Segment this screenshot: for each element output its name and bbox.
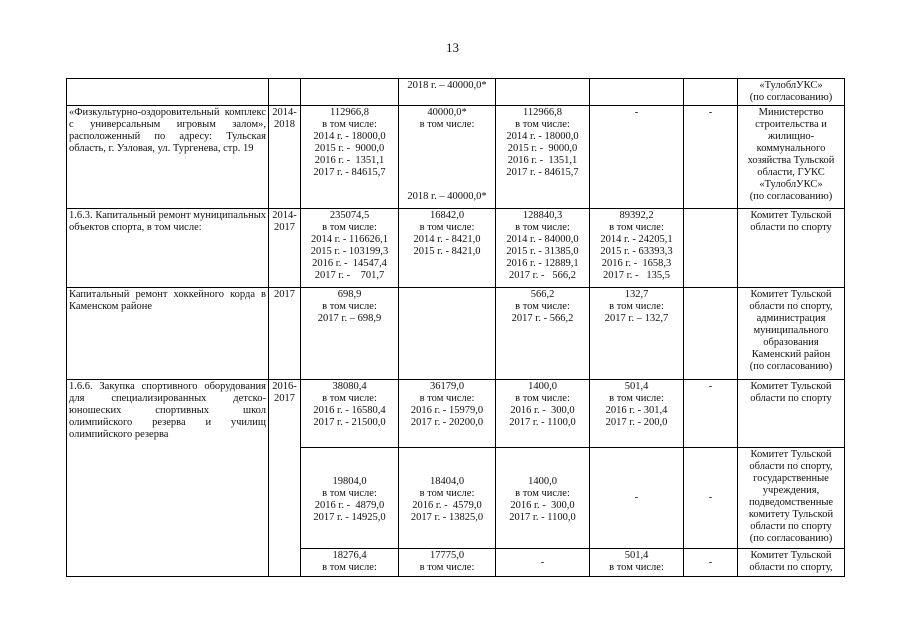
extra-cell: - [684, 380, 738, 448]
years-cell: 2016-2017 [269, 380, 301, 577]
years-cell: 2014-2017 [269, 209, 301, 288]
years-cell [269, 79, 301, 106]
mun-cell: 501,4 в том числе: [590, 549, 684, 577]
executor-cell: Комитет Тульской области по спорту, [738, 549, 845, 577]
executor-cell: Комитет Тульской области по спорту, администрация муниципального образования Каменский район (по согласованию) [738, 288, 845, 380]
fed-cell: 16842,0 в том числе: 2014 г. - 8421,0 2015 г. - 8421,0 [399, 209, 496, 288]
executor-cell: «ТулоблУКС» (по согласованию) [738, 79, 845, 106]
reg-cell: - [496, 549, 590, 577]
mun-cell: 501,4 в том числе: 2016 г. - 301,4 2017 г. - 200,0 [590, 380, 684, 448]
table-row [67, 106, 845, 209]
table-row [67, 288, 845, 380]
extra-cell [684, 209, 738, 288]
executor-cell: Министерство строительства и жилищно- коммунального хозяйства Тульской области, ГУКС «ТулоблУКС» (по согласованию) [738, 106, 845, 209]
table-row [67, 380, 845, 448]
total-cell: 235074,5 в том числе: 2014 г. - 116626,1 2015 г. - 103199,3 2016 г. - 14547,4 2017 г. - 701,7 [301, 209, 399, 288]
name-cell: 1.6.6. Закупка спортивного оборудования для специализированных детско-юношеских спортивных школ олимпийского резерва и училищ олимпийского резерва [67, 380, 269, 577]
name-cell: Капитальный ремонт хоккейного корда в Каменском районе [67, 288, 269, 380]
reg-cell: 1400,0 в том числе: 2016 г. - 300,0 2017 г. - 1100,0 [496, 448, 590, 549]
fed-cell: 2018 г. – 40000,0* [399, 79, 496, 106]
name-cell: 1.6.3. Капитальный ремонт муниципальных объектов спорта, в том числе: [67, 209, 269, 288]
executor-cell: Комитет Тульской области по спорту [738, 209, 845, 288]
extra-cell [684, 288, 738, 380]
mun-cell: 89392,2 в том числе: 2014 г. - 24205,1 2015 г. - 63393,3 2016 г. - 1658,3 2017 г. - 135,5 [590, 209, 684, 288]
total-cell [301, 79, 399, 106]
reg-cell [496, 79, 590, 106]
total-cell: 698,9 в том числе: 2017 г. – 698,9 [301, 288, 399, 380]
reg-cell: 112966,8 в том числе: 2014 г. - 18000,0 2015 г. - 9000,0 2016 г. - 1351,1 2017 г. - 84615,7 [496, 106, 590, 209]
years-cell: 2017 [269, 288, 301, 380]
extra-cell: - [684, 448, 738, 549]
reg-cell: 566,2 в том числе: 2017 г. - 566,2 [496, 288, 590, 380]
total-cell: 18276,4 в том числе: [301, 549, 399, 577]
budget-table [66, 78, 845, 577]
fed-cell: 18404,0 в том числе: 2016 г. - 4579,0 2017 г. - 13825,0 [399, 448, 496, 549]
total-cell: 112966,8 в том числе: 2014 г. - 18000,0 2015 г. - 9000,0 2016 г. - 1351,1 2017 г. - 84615,7 [301, 106, 399, 209]
page-number: 13 [446, 40, 459, 55]
fed-cell: 17775,0 в том числе: [399, 549, 496, 577]
table-row [67, 209, 845, 288]
total-cell: 38080,4 в том числе: 2016 г. - 16580,4 2017 г. - 21500,0 [301, 380, 399, 448]
total-cell: 19804,0 в том числе: 2016 г. - 4879,0 2017 г. - 14925,0 [301, 448, 399, 549]
executor-cell: Комитет Тульской области по спорту [738, 380, 845, 448]
mun-cell [590, 79, 684, 106]
fed-cell: 40000,0* в том числе: 2018 г. – 40000,0* [399, 106, 496, 209]
extra-cell [684, 79, 738, 106]
extra-cell: - [684, 549, 738, 577]
reg-cell: 128840,3 в том числе: 2014 г. - 84000,0 2015 г. - 31385,0 2016 г. - 12889,1 2017 г. - 566,2 [496, 209, 590, 288]
table-row [67, 79, 845, 106]
fed-cell [399, 288, 496, 380]
mun-cell: - [590, 106, 684, 209]
mun-cell: 132,7 в том числе: 2017 г. – 132,7 [590, 288, 684, 380]
name-cell: «Физкультурно-оздоровительный комплекс с универсальным игровым залом», расположенный по адресу: Тульская область, г. Узловая, ул. Тургенева, стр. 19 [67, 106, 269, 209]
years-cell: 2014-2018 [269, 106, 301, 209]
name-cell [67, 79, 269, 106]
fed-cell: 36179,0 в том числе: 2016 г. - 15979,0 2017 г. - 20200,0 [399, 380, 496, 448]
extra-cell: - [684, 106, 738, 209]
mun-cell: - [590, 448, 684, 549]
reg-cell: 1400,0 в том числе: 2016 г. - 300,0 2017 г. - 1100,0 [496, 380, 590, 448]
executor-cell: Комитет Тульской области по спорту, государственные учреждения, подведомственные комитету Тульской области по спорту (по согласованию) [738, 448, 845, 549]
